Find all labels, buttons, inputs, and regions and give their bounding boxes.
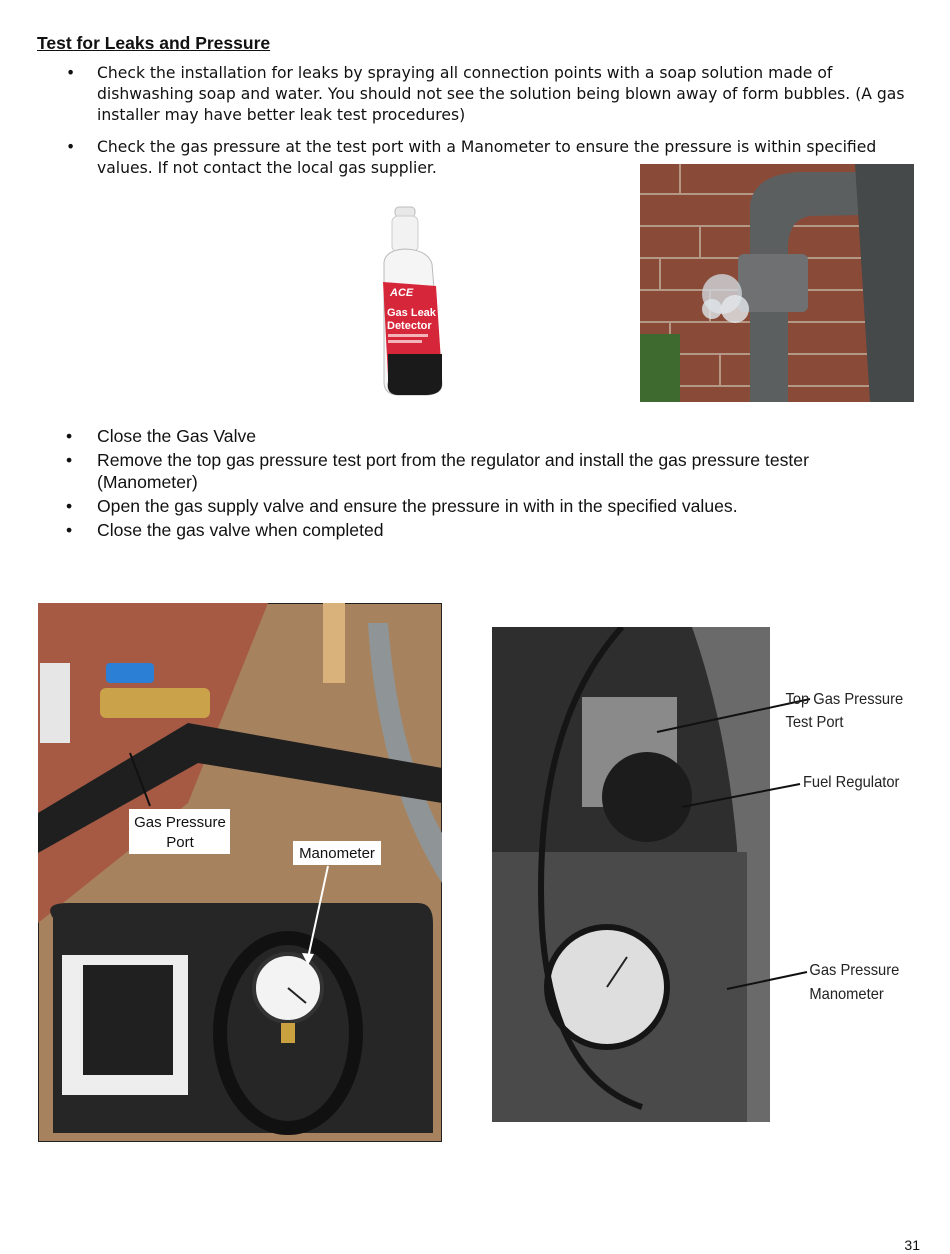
label-top-gas-pressure-1: Top Gas Pressure: [785, 690, 904, 709]
label-gas-pressure-port-1: Gas Pressure: [134, 814, 226, 831]
manometer-kit-photo: [38, 603, 442, 1142]
pipe-bubbles-photo: [640, 164, 914, 402]
list-item: • Close the gas valve when completed: [66, 519, 886, 541]
list-item: • Check the gas pressure at the test port with a Manometer to ensure the pressure is within specified values. If not contact the local gas supplier.: [66, 137, 916, 179]
list-item: • Close the Gas Valve: [66, 425, 886, 447]
label-top-gas-pressure-2: Test Port: [785, 713, 844, 732]
label-gas-pressure-manometer-2: Manometer: [809, 985, 884, 1004]
label-gas-pressure-manometer-1: Gas Pressure: [809, 961, 900, 980]
section-title: Test for Leaks and Pressure: [37, 33, 271, 53]
label-manometer: Manometer: [299, 845, 375, 862]
bottle-line1: Gas Leak: [387, 307, 436, 319]
list-item: • Check the installation for leaks by spraying all connection points with a soap solution made of dishwashing soap and water. You should not see the solution being blown away of form bubbles. (A gas installer may have better leak test procedures): [66, 63, 911, 126]
label-gas-pressure-port-2: Port: [166, 834, 194, 851]
leak-detector-bottle-image: [372, 204, 452, 399]
list-item: • Open the gas supply valve and ensure the pressure in with in the specified values.: [66, 495, 886, 517]
label-fuel-regulator: Fuel Regulator: [802, 773, 900, 792]
regulator-manometer-photo: [492, 627, 948, 1122]
bottle-brand: ACE: [390, 287, 414, 299]
list-item: • Remove the top gas pressure test port from the regulator and install the gas pressure tester (Manometer): [66, 449, 886, 493]
bottle-line2: Detector: [387, 320, 432, 332]
page-number: 31: [904, 1237, 920, 1253]
